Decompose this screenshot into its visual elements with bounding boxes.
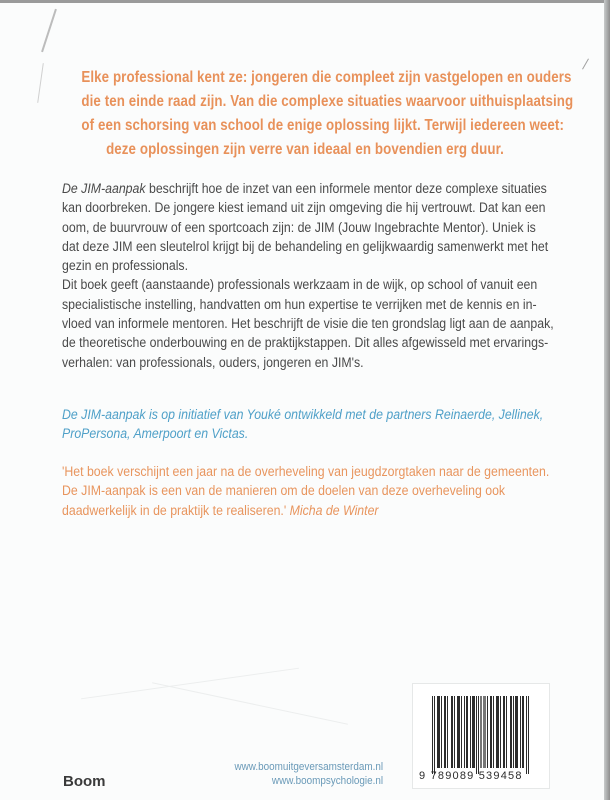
blurb-line: verhalen: van professionals, ouders, jongeren en JIM's. xyxy=(62,354,364,370)
crease-mark xyxy=(41,9,57,52)
page-edge xyxy=(604,0,610,800)
partners-line: ProPersona, Amerpoort en Victas. xyxy=(62,426,249,442)
tagline-line: Elke professional kent ze: jongeren die compleet zijn vastgelopen en ouders xyxy=(81,69,572,86)
quote-author: Micha de Winter xyxy=(289,502,379,518)
blurb-line: dat deze JIM een sleutelrol krijgt bij de behandeling en gelijkwaardig samenwerkt met het xyxy=(62,238,549,254)
tagline-line: of een schorsing van school de enige oplossing lijkt. Terwijl iedereen weet: xyxy=(81,117,564,134)
partners-note xyxy=(62,405,562,444)
crease-mark xyxy=(37,63,44,103)
publisher-logo: Boom xyxy=(63,773,106,790)
barcode-bars xyxy=(432,696,530,774)
quote-line: 'Het boek verschijnt een jaar na de overheveling van jeugdzorgtaken naar de gemeenten. xyxy=(62,464,550,479)
blurb-line: gezin en professionals. xyxy=(62,258,189,274)
blurb xyxy=(62,179,562,372)
crease-mark xyxy=(152,682,348,725)
blurb-line: specialistische instelling, handvatten om hun expertise te verrijken met de kennis en in- xyxy=(62,296,537,312)
crease-mark xyxy=(582,59,589,70)
blurb-line: Dit boek geeft (aanstaande) professionals werkzaam in de wijk, op school of vanuit een xyxy=(62,277,538,293)
publisher-urls xyxy=(218,760,383,788)
tagline-line: deze oplossingen zijn verre van ideaal en bovendien erg duur. xyxy=(106,141,504,158)
crease-mark xyxy=(81,668,299,700)
isbn-number: 9 789089 539458 xyxy=(419,770,523,782)
partners-line: De JIM-aanpak is op initiatief van Youké ontwikkeld met de partners Reinaerde, Jellinek, xyxy=(62,407,544,422)
book-back-cover xyxy=(0,3,604,800)
blurb-line: oom, de buurvrouw of een sportcoach zijn: de JIM (Jouw Ingebrachte Mentor). Uniek is xyxy=(62,219,536,235)
blurb-line: kan doorbreken. De jongere kiest iemand uit zijn omgeving die hij vertrouwt. Dat kan een xyxy=(62,200,546,216)
tagline-line: die ten einde raad zijn. Van die complexe situaties waarvoor uithuisplaatsing xyxy=(81,93,574,110)
publisher-url-link[interactable]: www.boompsychologie.nl xyxy=(271,775,383,787)
publisher-url-link[interactable]: www.boomuitgeversamsterdam.nl xyxy=(234,761,383,773)
blurb-line: De JIM-aanpak beschrijft hoe de inzet van een informele mentor deze complexe situaties xyxy=(62,181,547,196)
book-title: De JIM-aanpak xyxy=(62,181,146,196)
isbn-barcode xyxy=(412,683,550,789)
blurb-line: de theoretische onderbouwing en de praktijkstappen. Dit alles afgewisseld met ervarings- xyxy=(62,335,549,351)
quote-line: De JIM-aanpak is een van de manieren om de doelen van deze overheveling ook xyxy=(62,483,506,499)
endorsement-quote xyxy=(62,462,562,520)
quote-line: daadwerkelijk in de praktijk te realiseren.' Micha de Winter xyxy=(62,502,379,518)
tagline xyxy=(81,66,574,162)
blurb-line: vloed van informele mentoren. Het beschrijft de visie die ten grondslag ligt aan de aanpak, xyxy=(62,316,554,332)
